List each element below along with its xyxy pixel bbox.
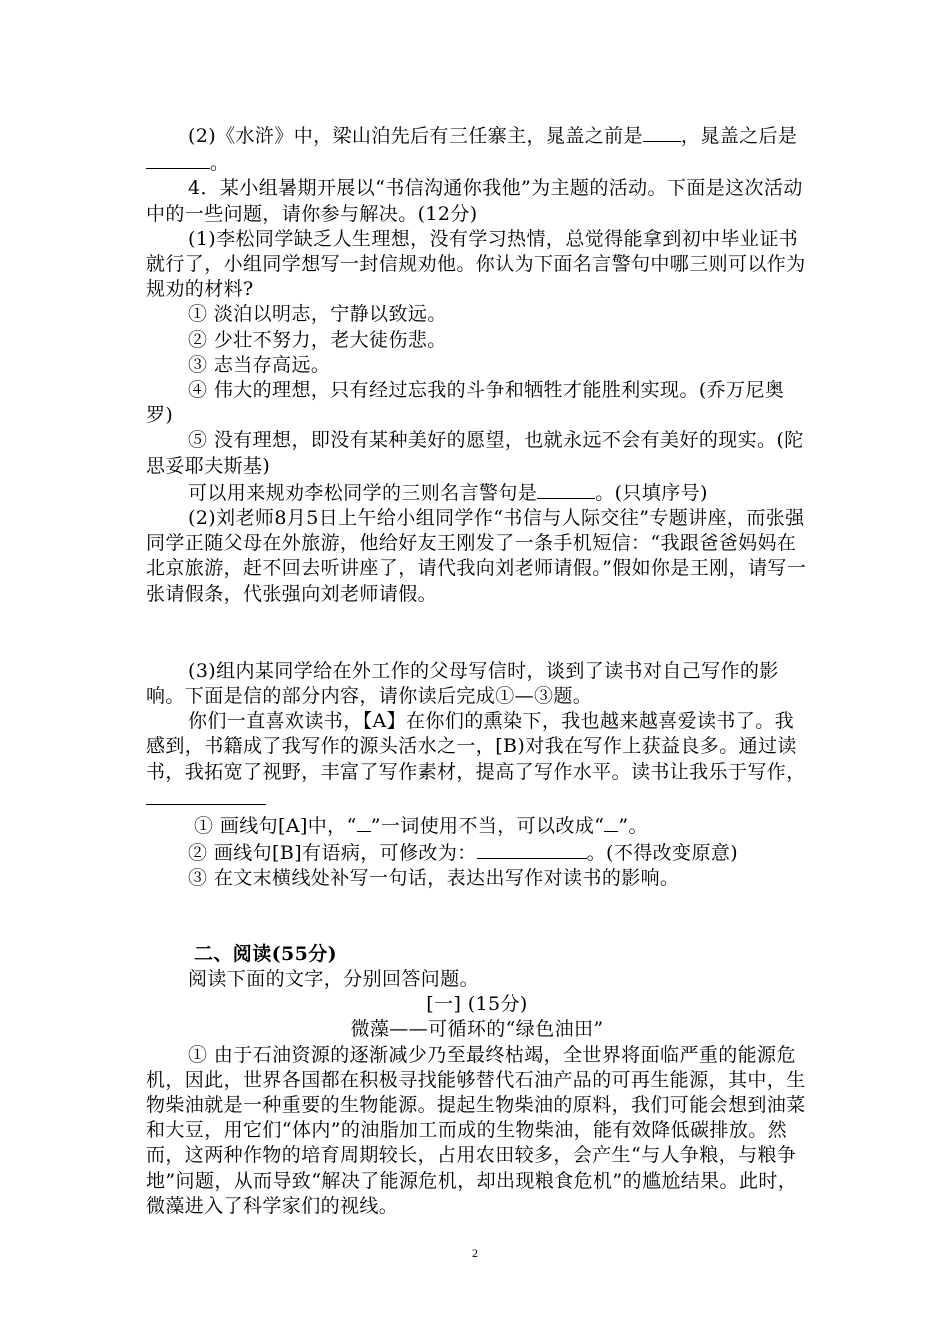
text-span: 你们一直喜欢读书，【A】在你们的熏染下，我也越来越喜爱读书了。我感到，书籍成了我写作的源头活水之一，[B)对我在写作上获益良多。通过读书，我拓宽了视野，丰富了写作素材，提高了写作水平。读书让我乐于写作， [146,710,806,783]
document-body [146,122,808,1219]
answer-blank [477,839,587,859]
quote-5: ⑤ 没有理想，即没有某种美好的愿望，也就永远不会有美好的现实。(陀思妥耶夫斯基) [146,429,804,477]
quote-2: ② 少壮不努力，老大徒伤悲。 [188,328,447,351]
text-span: 。(只填序号) [595,481,708,504]
text-span: (2)《水浒》中，梁山泊先后有三任寨主，晁盖之前是 [188,125,643,147]
sub-question-3: ③ 在文末横线处补写一句话，表达出写作对读书的影响。 [188,867,680,890]
sub-question-2 [146,839,808,866]
article-title: 微藻——可循环的“绿色油田” [350,1018,604,1041]
text-span: 。 [210,152,230,175]
question-4-1-answer [146,479,808,506]
answer-space [146,892,808,942]
quote-3: ③ 志当存高远。 [188,353,331,376]
text-span: ，晁盖之后是 [680,125,798,147]
answer-space [146,607,808,659]
section-intro: 阅读下面的文字，分别回答问题。 [188,967,480,990]
text-span: 。(不得改变原意) [586,842,739,865]
question-4-2: (2)刘老师8月5日上午给小组同学作“书信与人际交往”专题讲座，而张强同学正随父母在外旅游，他给好友王刚发了一条手机短信：“我跟爸爸妈妈在北京旅游，赶不回去听讲座了，请代我向刘老师请假。”假如你是王刚，请写一张请假条，代张强向刘老师请假。 [146,507,807,605]
question-4-3: (3)组内某同学给在外工作的父母写信时，谈到了读书对自己写作的影响。下面是信的部分内容，请你读后完成①—③题。 [146,659,779,708]
answer-blank [643,122,681,142]
sub-question-1 [146,812,808,839]
section-heading: 二、阅读(55分) [194,942,338,965]
quote-4: ④ 伟大的理想，只有经过忘我的斗争和牺牲才能胜利实现。(乔万尼奥罗) [146,379,785,427]
text-span: 可以用来规劝李松同学的三则名言警句是 [188,481,538,504]
question-4: 4．某小组暑期开展以“书信沟通你我他”为主题的活动。下面是这次活动中的一些问题，请你参与解决。(12分) [146,177,803,225]
question-3-2 [146,122,808,176]
answer-blank [604,812,618,832]
text-span: ② 画线句[B]有语病，可修改为： [188,842,477,865]
answer-blank [537,479,595,499]
part-heading: [一] (15分) [426,993,528,1016]
text-span: ① 画线句[A]中，“ [194,815,357,838]
answer-blank [357,812,371,832]
text-span: ”。 [618,815,648,838]
page-number: 2 [472,1246,478,1260]
answer-blank [146,785,266,805]
letter-excerpt [146,709,808,812]
quote-1: ① 淡泊以明志，宁静以致远。 [188,303,447,326]
answer-blank [146,149,210,169]
article-paragraph-1: ① 由于石油资源的逐渐减少乃至最终枯竭，全世界将面临严重的能源危机，因此，世界各国都在积极寻找能够替代石油产品的可再生能源，其中，生物柴油就是一种重要的生物能源。提起生物柴油的原料，我们可能会想到油菜和大豆，用它们“体内”的油脂加工而成的生物柴油，能有效降低碳排放。然而，这两种作物的培育周期较长，占用农田较多，会产生“与人争粮，与粮争地”问题，从而导致“解决了能源危机，却出现粮食危机”的尴尬结果。此时，微藻进入了科学家们的视线。 [146,1043,806,1217]
question-4-1: (1)李松同学缺乏人生理想，没有学习热情，总觉得能拿到初中毕业证书就行了，小组同学想写一封信规劝他。你认为下面名言警句中哪三则可以作为规劝的材料? [146,227,806,301]
text-span: ”一词使用不当，可以改成“ [370,815,605,838]
